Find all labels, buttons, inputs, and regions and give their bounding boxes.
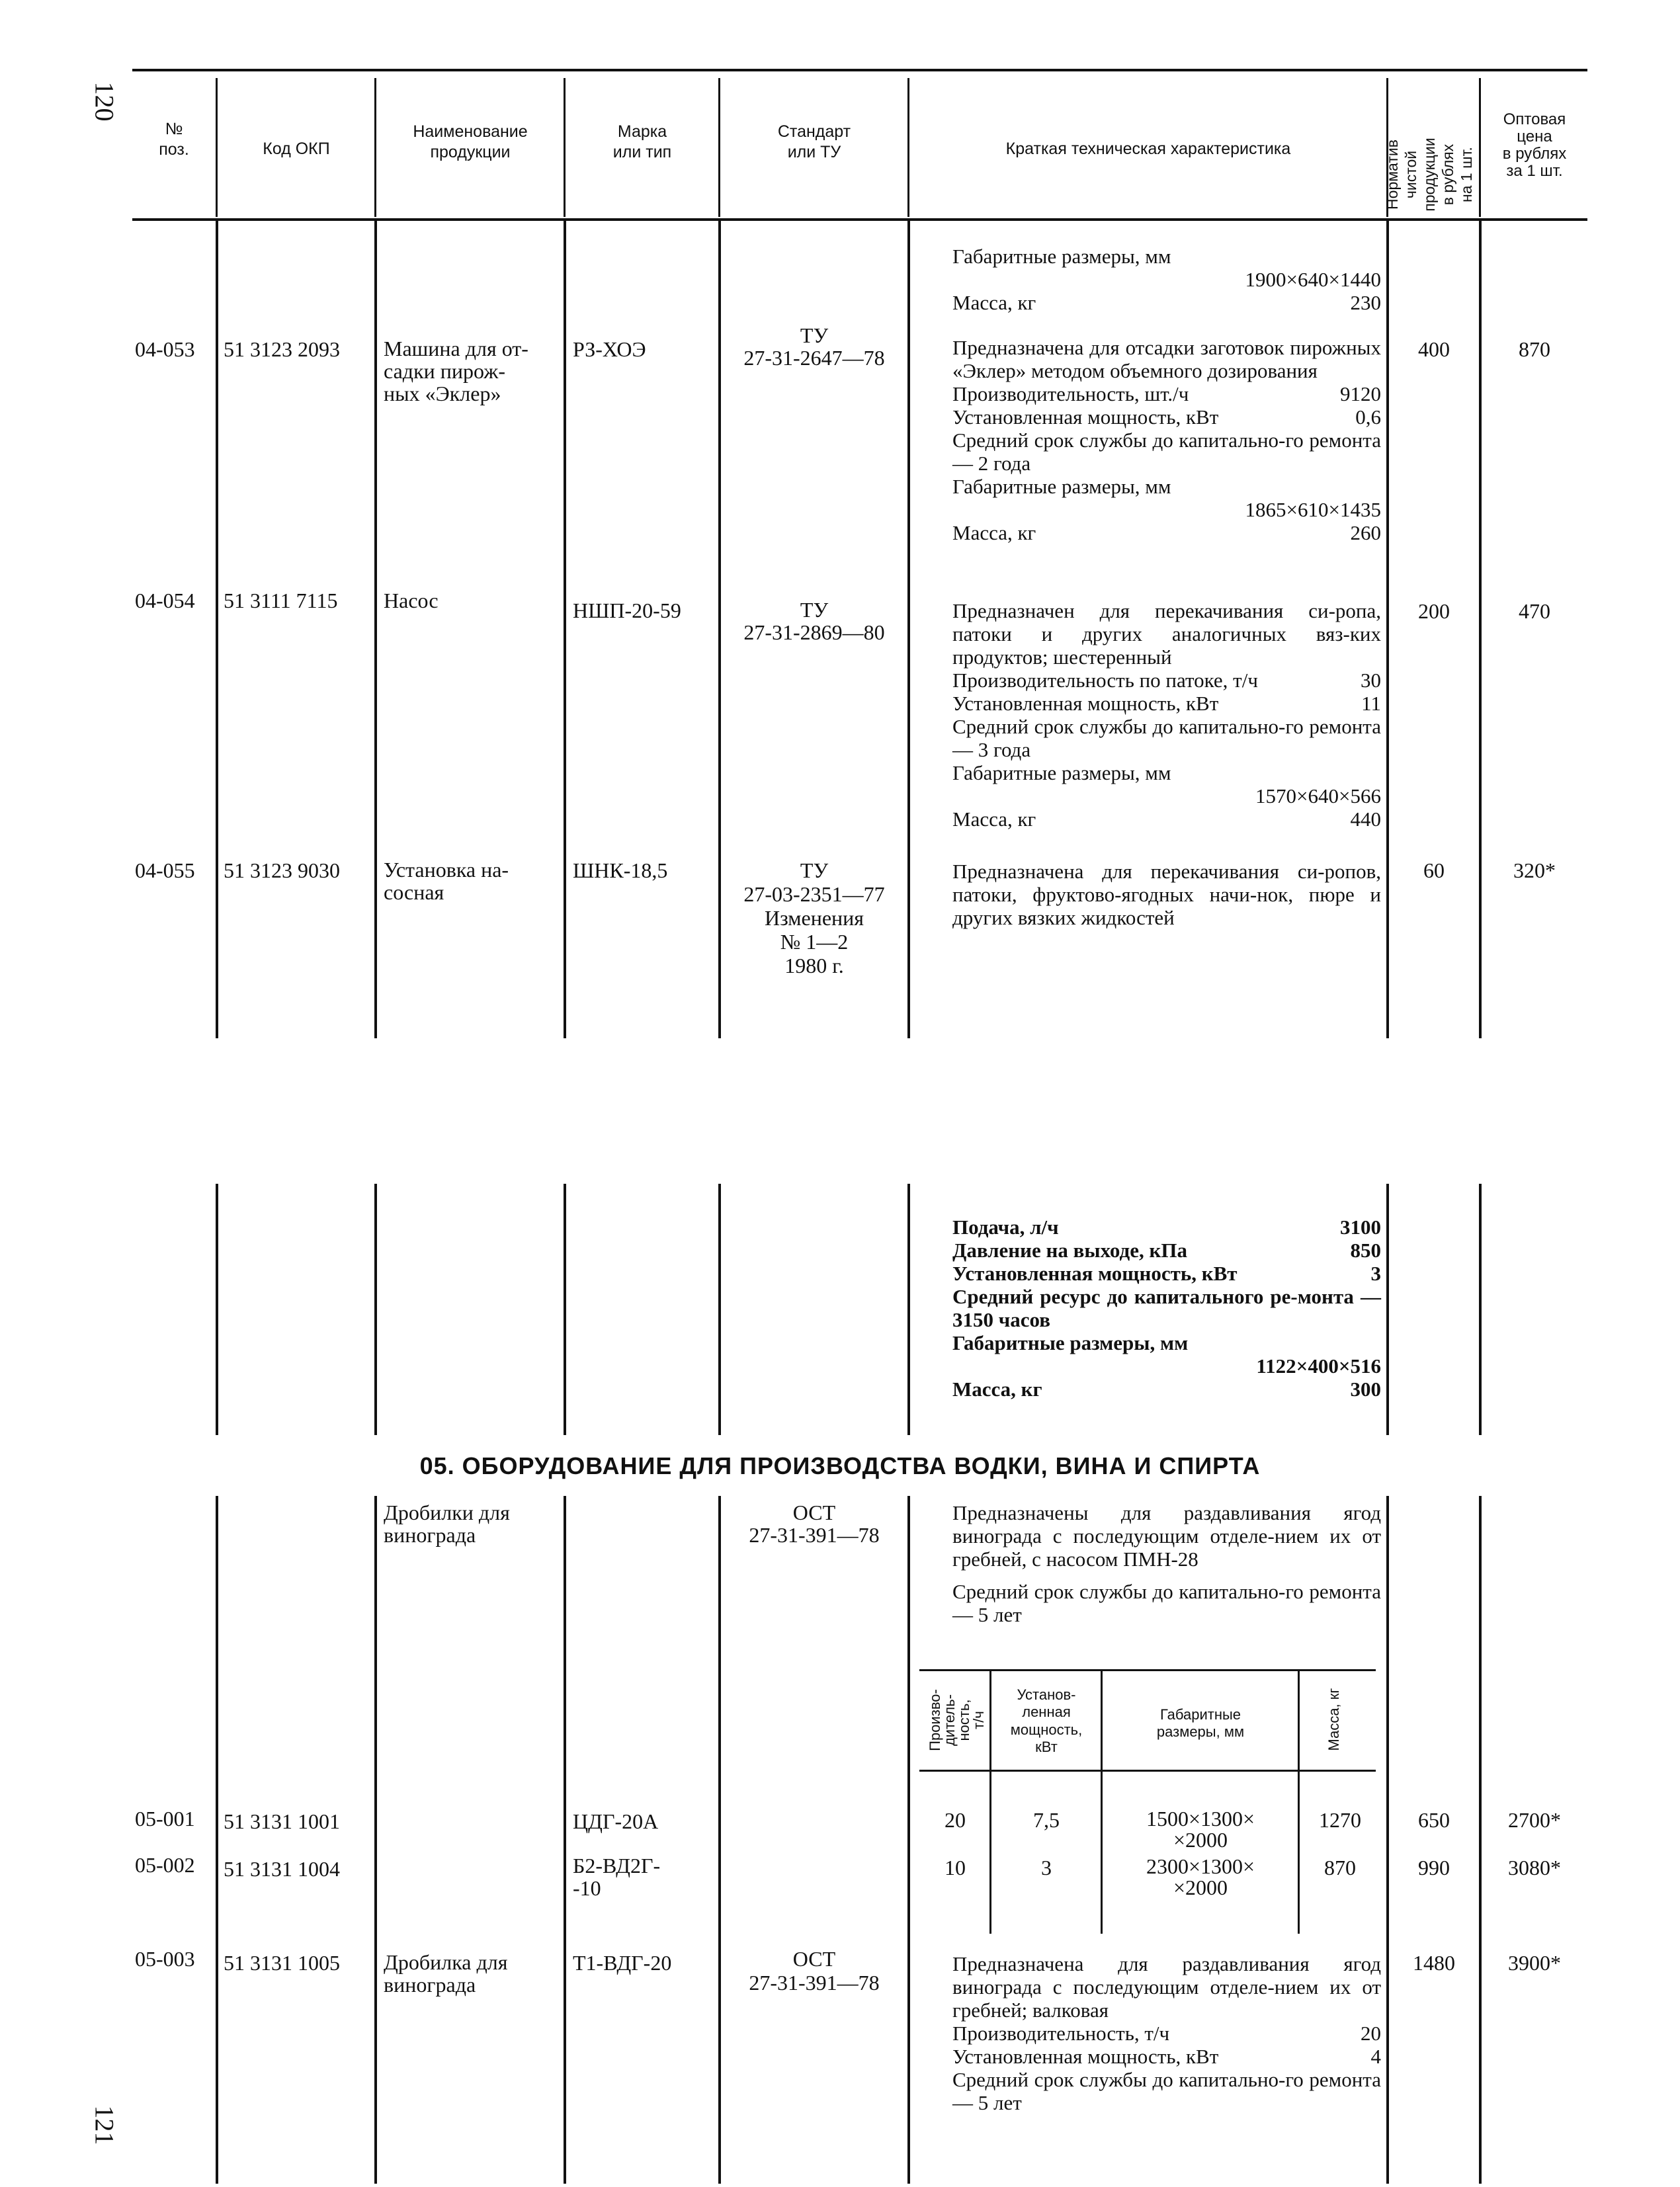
row-04-054-desc (933, 599, 1381, 831)
row-04-053-mass: Масса, кг 260 (952, 521, 1381, 544)
row-04-054-name: Насос (384, 589, 439, 612)
item-05-002-dims: 2300×1300× ×2000 (1146, 1854, 1255, 1899)
subtable-sep (1298, 1669, 1300, 1934)
item-05-002-mark: Б2-ВД2Г- -10 (573, 1854, 661, 1900)
row-05-003-spec-2: Установленная мощность, кВт 4 (952, 2045, 1381, 2068)
row-04-055-price: 320* (1513, 858, 1556, 882)
header-sep (564, 78, 566, 217)
row-04-054-dims: 1570×640×566 (1255, 784, 1381, 807)
cont-mass-line (933, 291, 1381, 314)
row-05-003-spec-1: Производительность, т/ч 20 (952, 2022, 1381, 2045)
header-standard: Стандарт или ТУ (777, 122, 851, 162)
row-04-054-price: 470 (1519, 599, 1550, 623)
cont-dims-value: 1900×640×1440 (1245, 268, 1381, 291)
row-05-003-purpose: Предназначена для раздавливания ягод винограда с последующим отделе-нием их от гребней; валковая (952, 1952, 1381, 2022)
col-line (374, 218, 377, 1038)
col-line (216, 218, 218, 1038)
col-line (374, 1184, 377, 1435)
row-04-054-spec-2: Установленная мощность, кВт 11 (952, 692, 1381, 715)
row-04-054-mark: НШП-20-59 (573, 598, 681, 622)
item-05-001-norm: 650 (1418, 1808, 1450, 1832)
cont-dims-label: Габаритные размеры, мм (952, 245, 1171, 268)
row-04-055-norm: 60 (1423, 858, 1445, 882)
row-04-053-spec-1: Производительность, шт./ч 9120 (952, 382, 1381, 405)
col-line (718, 1496, 721, 2184)
item-05-002-norm: 990 (1418, 1856, 1450, 1879)
group-name: Дробилки для винограда (384, 1501, 510, 1547)
row-05-003-norm: 1480 (1413, 1951, 1455, 1975)
item-05-001-dims: 1500×1300× ×2000 (1146, 1807, 1255, 1852)
row-04-055-name: Установка на- сосная (384, 858, 509, 904)
col-line (907, 218, 910, 1038)
row-04-055-purpose: Предназначена для перекачивания си-ропов, патоки, фруктово-ягодных начи-нок, пюре и других вязких жидкостей (952, 860, 1381, 929)
row-04-053-spec-2: Установленная мощность, кВт 0,6 (952, 405, 1381, 429)
col-line (1386, 1184, 1389, 1435)
header-mark: Марка или тип (612, 122, 672, 162)
header-name: Наименование продукции (413, 122, 528, 162)
subtable-header-dims: Габаритные размеры, мм (1156, 1706, 1245, 1741)
cb-service: Средний ресурс до капитального ре-монта — 3150 часов (952, 1285, 1381, 1331)
col-line (1479, 1496, 1482, 2184)
row-04-054-okp: 51 3111 7115 (224, 589, 338, 612)
row-04-054-service: Средний срок службы до капитально-го ремонта — 3 года (952, 715, 1381, 761)
header-sep (1479, 78, 1481, 217)
col-line (564, 218, 566, 1038)
cont-mass-value: 230 (1350, 291, 1381, 314)
row-04-053-okp: 51 3123 2093 (224, 337, 340, 361)
row-05-003-okp: 51 3131 1005 (224, 1951, 340, 1975)
header-tech: Краткая техническая характеристика (1005, 140, 1291, 158)
header-top-rule (132, 69, 1587, 71)
item-05-002-pos: 05-002 (135, 1853, 195, 1877)
item-05-001-power: 7,5 (1033, 1808, 1060, 1832)
group-std: ОСТ 27-31-391—78 (749, 1501, 880, 1547)
section-title: 05. ОБОРУДОВАНИЕ ДЛЯ ПРОИЗВОДСТВА ВОДКИ, ВИНА И СПИРТА (419, 1452, 1261, 1479)
row-04-053-name: Машина для от- садки пирож- ных «Эклер» (384, 337, 528, 405)
row-04-053-dims-label: Габаритные размеры, мм (952, 475, 1171, 498)
row-04-053-price: 870 (1519, 337, 1550, 361)
item-05-001-mass: 1270 (1319, 1808, 1361, 1832)
col-line (907, 1184, 910, 1435)
group-desc (933, 1501, 1381, 1626)
row-04-055-mark: ШНК-18,5 (573, 858, 668, 882)
row-04-054-std: ТУ 27-31-2869—80 (743, 598, 885, 644)
item-05-001-pos: 05-001 (135, 1807, 195, 1831)
cb-spec-1: Подача, л/ч 3100 (952, 1216, 1381, 1239)
col-line (1386, 1496, 1389, 2184)
row-04-053-service: Средний срок службы до капитально-го ремонта — 2 года (952, 429, 1381, 475)
row-04-053-desc (933, 336, 1381, 544)
subtable-head-bottom (919, 1770, 1376, 1772)
row-05-003-mark: Т1-ВДГ-20 (573, 1951, 672, 1975)
header-num: № поз. (159, 120, 189, 159)
row-05-003-std: ОСТ 27-31-391—78 (749, 1947, 880, 1995)
group-purpose: Предназначены для раздавливания ягод винограда с последующим отделе-нием их от гребней, с насосом ПМН-28 (952, 1501, 1381, 1571)
row-04-055-pos: 04-055 (135, 858, 195, 882)
subtable-header-power: Установ- ленная мощность, кВт (1010, 1686, 1083, 1756)
subtable-sep (989, 1669, 991, 1934)
col-line (216, 1184, 218, 1435)
subtable-header-mass: Масса, кг (1325, 1688, 1342, 1751)
col-line (718, 1184, 721, 1435)
row-04-054-dims-label: Габаритные размеры, мм (952, 761, 1171, 784)
row-05-003-service: Средний срок службы до капитально-го ремонта — 5 лет (952, 2068, 1381, 2114)
header-sep (374, 78, 376, 217)
row-04-054-mass: Масса, кг 440 (952, 807, 1381, 831)
row-04-054-purpose: Предназначен для перекачивания си-ропа, патоки и других аналогичных вяз-ких продуктов; шестеренный (952, 599, 1381, 669)
row-04-055-okp: 51 3123 9030 (224, 858, 340, 882)
row-04-055-desc (933, 860, 1381, 929)
row-04-055-std: ТУ 27-03-2351—77 Изменения № 1—2 1980 г. (743, 858, 885, 977)
item-05-002-price: 3080* (1508, 1856, 1561, 1879)
item-05-001-price: 2700* (1508, 1808, 1561, 1832)
col-line (374, 1496, 377, 2184)
col-line (564, 1496, 566, 2184)
row-04-054-pos: 04-054 (135, 589, 195, 612)
header-bottom-rule (132, 218, 1587, 221)
col-line (1479, 1184, 1482, 1435)
item-05-001-mark: ЦДГ-20А (573, 1809, 659, 1833)
group-service: Средний срок службы до капитально-го ремонта — 5 лет (952, 1580, 1381, 1626)
cb-spec-2: Давление на выходе, кПа 850 (952, 1239, 1381, 1262)
row-05-003-name: Дробилка для винограда (384, 1950, 508, 1997)
item-05-002-okp: 51 3131 1004 (224, 1857, 340, 1881)
cb-dims-label: Габаритные размеры, мм (952, 1331, 1189, 1354)
item-05-001-prod: 20 (945, 1808, 966, 1832)
continuation-top (933, 245, 1381, 314)
item-05-002-mass: 870 (1324, 1856, 1356, 1879)
continuation-bottom (933, 1216, 1381, 1401)
row-04-053-norm: 400 (1418, 337, 1450, 361)
header-norm: Норматив чистой продукции в рублях на 1 шт. (1384, 138, 1475, 212)
page-number-bottom: 121 (89, 2105, 120, 2145)
cb-dims: 1122×400×516 (1256, 1354, 1381, 1378)
subtable-top (919, 1669, 1376, 1671)
row-05-003-pos: 05-003 (135, 1947, 195, 1971)
header-sep (907, 78, 909, 217)
subtable-sep (1101, 1669, 1103, 1934)
item-05-002-power: 3 (1041, 1856, 1052, 1879)
header-price: Оптовая цена в рублях за 1 шт. (1502, 110, 1567, 180)
col-line (216, 1496, 218, 2184)
row-04-053-mark: РЗ-ХОЭ (573, 337, 646, 361)
header-sep (718, 78, 720, 217)
row-04-053-pos: 04-053 (135, 337, 195, 361)
row-05-003-price: 3900* (1508, 1951, 1561, 1975)
page-number-top: 120 (89, 81, 120, 122)
cb-mass: Масса, кг 300 (952, 1378, 1381, 1401)
cont-mass-label: Масса, кг (952, 291, 1036, 314)
col-line (564, 1184, 566, 1435)
header-sep (216, 78, 218, 217)
cb-spec-3: Установленная мощность, кВт 3 (952, 1262, 1381, 1285)
row-04-053-dims: 1865×610×1435 (1245, 498, 1381, 521)
row-04-054-spec-1: Производительность по патоке, т/ч 30 (952, 669, 1381, 692)
row-05-003-desc (933, 1952, 1381, 2114)
subtable-header-prod: Произво- дитель- ность, т/ч (927, 1689, 987, 1751)
row-04-053-purpose: Предназначена для отсадки заготовок пирожных «Эклер» методом объемного дозирования (952, 336, 1381, 382)
header-okp: Код ОКП (263, 140, 330, 158)
row-04-054-norm: 200 (1418, 599, 1450, 623)
item-05-002-prod: 10 (945, 1856, 966, 1879)
col-line (907, 1496, 910, 2184)
row-04-053-std: ТУ 27-31-2647—78 (743, 323, 885, 370)
item-05-001-okp: 51 3131 1001 (224, 1809, 340, 1833)
